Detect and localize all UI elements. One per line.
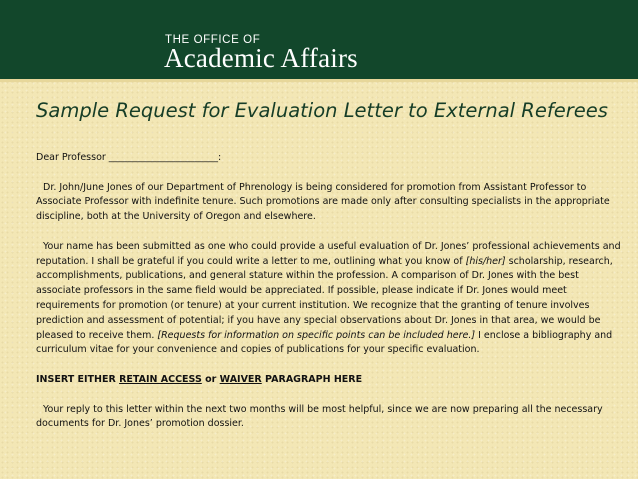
office-name: Academic Affairs [164,43,358,73]
his-her-placeholder: [his/her] [465,255,506,267]
paragraph-2 [36,240,626,358]
specific-points-placeholder: [Requests for information on specific points can be included here.] [157,329,476,341]
paragraph-3-text: Your reply to this letter within the next two months will be most helpful, since we are now preparing all the necessary documents for Dr. Jones’ promotion dossier. [36,403,603,430]
paragraph-1 [36,181,626,225]
paragraph-2-text-a: Your name has been submitted as one who could provide a useful evaluation of Dr. Jones’ professional achievements and reputation. I shall be grateful if you could write a letter to me, outlining what you know of [36,240,621,267]
header-divider [0,79,638,82]
paragraph-2-text-b: scholarship, research, accomplishments, publications, and general stature within the profession. A comparison of Dr. Jones with the best associate professors in the same field would be appreciated. If possible, please indicate if Dr. Jones would meet requirements for promotion (or tenure) at your current institution. We recognize that the granting of tenure involves prediction and assessment of potential; if you have any special observations about Dr. Jones in that area, we would be pleased to receive them. [36,255,613,341]
paragraph-1-text: Dr. John/June Jones of our Department of Phrenology is being considered for promotion from Assistant Professor to Associate Professor with indefinite tenure. Such promotions are made only after consulting specialists in the appropriate discipline, both at the University of Oregon and elsewhere. [36,181,610,223]
paragraph-2-text-c: I enclose a bibliography and curriculum vitae for your convenience and copies of publications for your specific evaluation. [36,329,613,356]
paragraph-3 [36,403,626,433]
office-label: THE OFFICE OF [165,34,261,46]
retain-access-label: RETAIN ACCESS [119,373,202,385]
salutation: Dear Professor _______________________: [36,152,222,163]
waiver-label: WAIVER [219,373,262,385]
insert-instruction [36,373,626,388]
header-banner [0,0,638,79]
page-title: Sample Request for Evaluation Letter to External Referees [36,99,608,122]
letter-body [36,151,626,432]
insert-text-a: INSERT EITHER [36,373,120,385]
insert-text-b: PARAGRAPH HERE [261,373,363,385]
insert-or: or [201,373,220,385]
